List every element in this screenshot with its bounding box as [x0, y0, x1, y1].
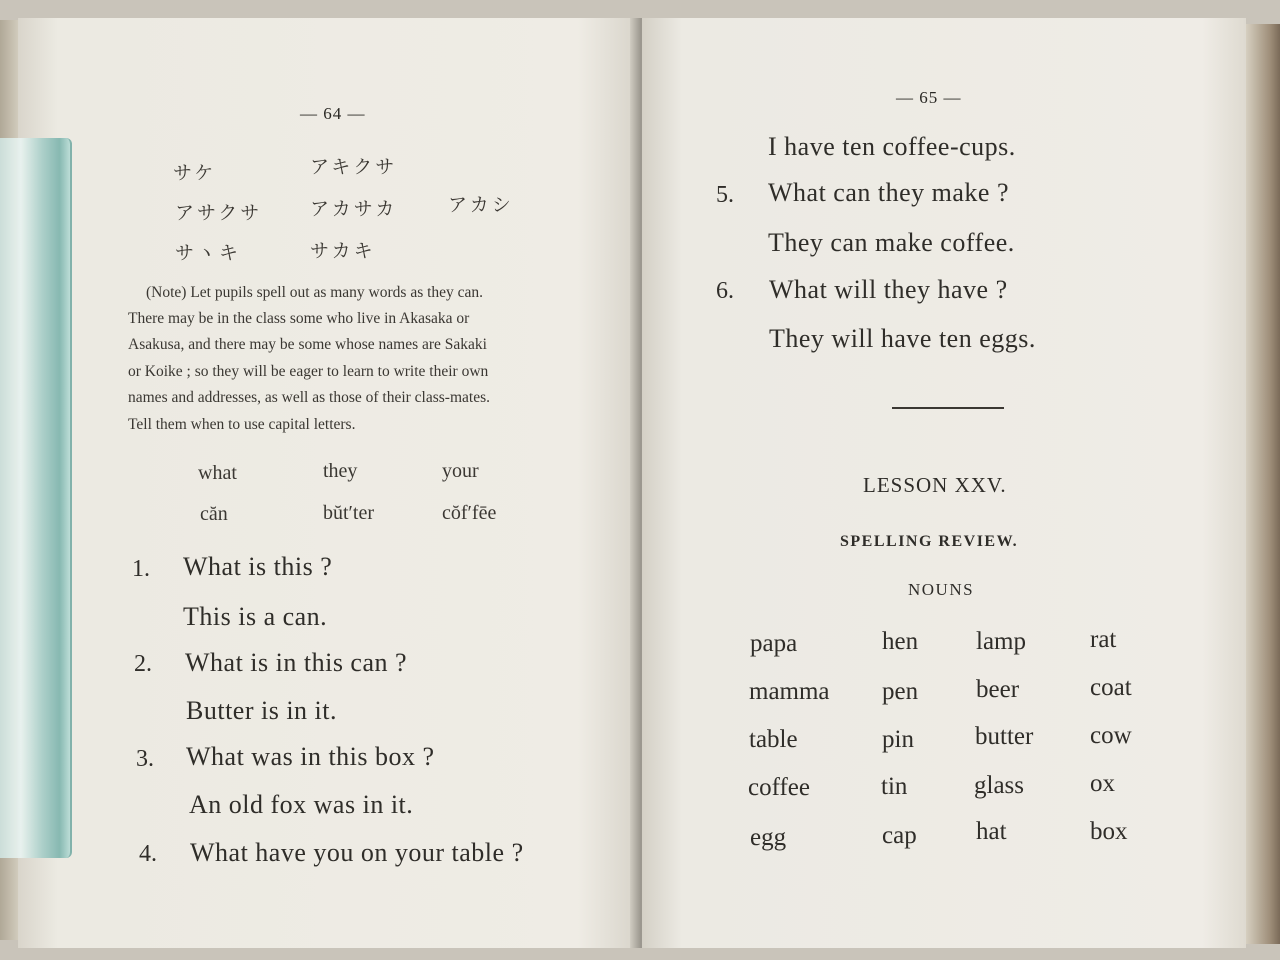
noun-word: rat: [1090, 626, 1117, 653]
katakana-word: サヽキ: [175, 242, 242, 264]
noun-word: glass: [974, 772, 1024, 799]
note-line: or Koike ; so they will be eager to learn to write their own: [128, 363, 489, 380]
noun-word: hen: [882, 628, 919, 655]
noun-word: butter: [975, 723, 1034, 750]
noun-word: ox: [1090, 770, 1115, 797]
exercise-number: 3.: [136, 746, 154, 772]
noun-word: coffee: [748, 774, 810, 801]
noun-word: mamma: [749, 678, 830, 705]
noun-word: box: [1090, 818, 1128, 845]
section-divider: [892, 407, 1004, 409]
right-page: [642, 18, 1246, 948]
exercise-number: 6.: [716, 278, 734, 304]
noun-word: pin: [882, 726, 914, 753]
noun-word: lamp: [976, 628, 1026, 655]
exercise-question: What have you on your table ?: [190, 838, 524, 867]
glass-page-weight: [0, 138, 72, 858]
exercise-question: What can they make ?: [768, 178, 1009, 207]
subsection-title: NOUNS: [908, 580, 975, 599]
exercise-answer: I have ten coffee-cups.: [768, 132, 1016, 161]
vocab-word: cŏf′fēe: [442, 502, 497, 524]
noun-word: tin: [881, 773, 908, 800]
katakana-word: アカサカ: [310, 198, 398, 220]
note-line: names and addresses, as well as those of their class-mates.: [128, 389, 490, 406]
exercise-answer: Butter is in it.: [186, 696, 337, 725]
exercise-question: What is this ?: [183, 552, 333, 581]
vocab-word: what: [198, 462, 237, 484]
exercise-answer: They will have ten eggs.: [769, 324, 1036, 353]
katakana-word: アカシ: [448, 194, 514, 216]
exercise-number: 1.: [132, 556, 150, 582]
exercise-number: 5.: [716, 182, 734, 208]
note-line: Asakusa, and there may be some whose names are Sakaki: [128, 336, 487, 353]
exercise-question: What will they have ?: [769, 275, 1008, 304]
exercise-question: What was in this box ?: [186, 742, 435, 771]
katakana-word: アキクサ: [310, 156, 398, 178]
noun-word: hat: [976, 818, 1007, 845]
noun-word: cow: [1090, 722, 1132, 749]
book-cover-edge-right: [1246, 24, 1280, 944]
exercise-answer: They can make coffee.: [768, 228, 1015, 257]
exercise-number: 2.: [134, 651, 152, 677]
note-line: Tell them when to use capital letters.: [128, 416, 356, 433]
vocab-word: your: [442, 460, 479, 482]
left-page: [18, 18, 640, 948]
exercise-question: What is in this can ?: [185, 648, 408, 677]
note-line: (Note) Let pupils spell out as many words as they can.: [146, 284, 484, 301]
katakana-word: サカキ: [310, 240, 376, 262]
noun-word: beer: [976, 676, 1020, 703]
page-number-right: — 65 —: [896, 88, 962, 107]
section-title: SPELLING REVIEW.: [840, 533, 1019, 550]
noun-word: coat: [1090, 674, 1132, 701]
noun-word: cap: [882, 822, 917, 849]
vocab-word: they: [323, 460, 358, 482]
vocab-word: căn: [200, 503, 228, 525]
page-number-left: — 64 —: [300, 104, 366, 123]
note-line: There may be in the class some who live in Akasaka or: [128, 310, 470, 327]
exercise-number: 4.: [139, 841, 157, 867]
noun-word: table: [749, 726, 798, 753]
noun-word: egg: [750, 824, 787, 851]
katakana-word: サケ: [173, 162, 217, 184]
lesson-title: LESSON XXV.: [863, 473, 1007, 497]
noun-word: papa: [750, 630, 798, 657]
vocab-word: bŭt′ter: [323, 502, 375, 524]
exercise-answer: This is a can.: [183, 602, 328, 631]
noun-word: pen: [882, 678, 919, 705]
katakana-word: アサクサ: [175, 202, 263, 224]
exercise-answer: An old fox was in it.: [189, 790, 414, 819]
